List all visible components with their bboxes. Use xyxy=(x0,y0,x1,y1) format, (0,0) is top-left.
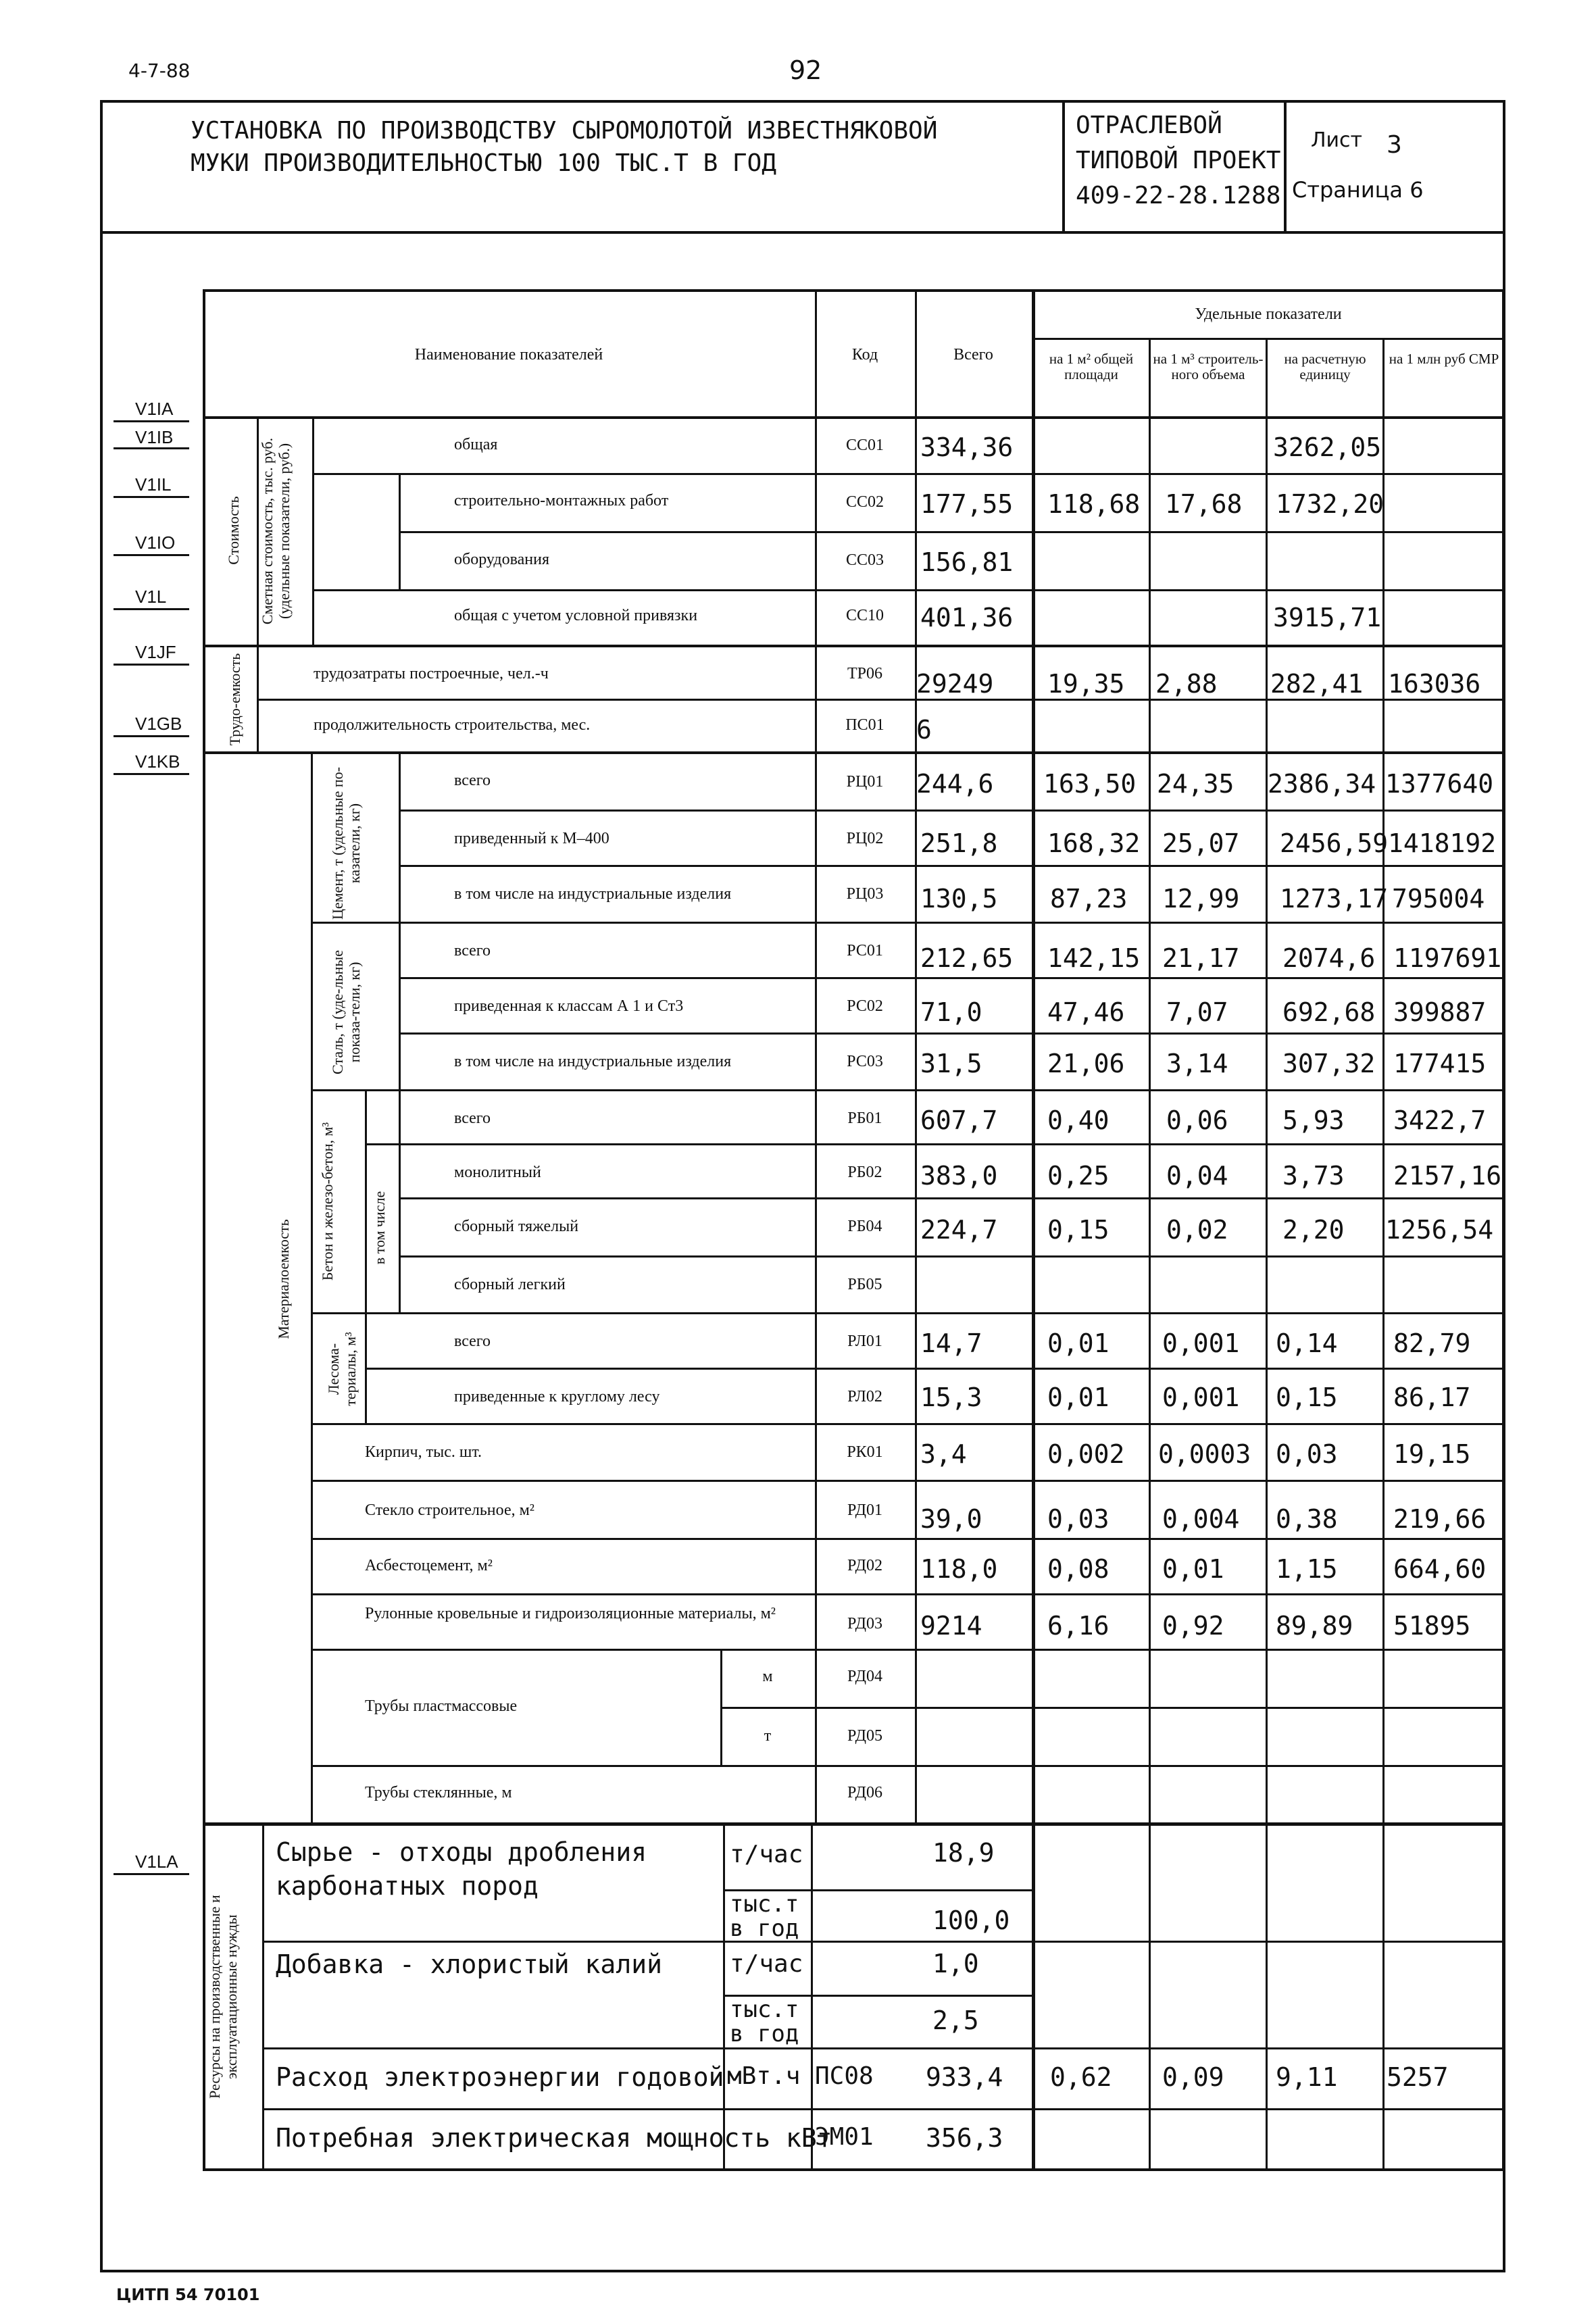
cell-m2: 168,32 xyxy=(1047,828,1141,858)
cell-m3: 17,68 xyxy=(1165,489,1243,519)
cell-m2: 6,16 xyxy=(1047,1611,1109,1641)
cell-unit: 0,14 xyxy=(1276,1328,1338,1358)
marker: V1LA xyxy=(135,1851,178,1872)
cell-total: 118,0 xyxy=(920,1554,998,1584)
capacity-total: 356,3 xyxy=(926,2123,1003,2153)
cell-m3: 21,17 xyxy=(1162,943,1240,973)
row-label: в том числе на индустриальные изделия xyxy=(454,885,732,903)
cell-mln: 86,17 xyxy=(1393,1383,1471,1412)
cell-m2: 0,15 xyxy=(1047,1215,1109,1245)
cell-total: 224,7 xyxy=(920,1215,998,1245)
group-timber-label: Лесома-териалы, м³ xyxy=(325,1332,359,1406)
cell-total: 39,0 xyxy=(920,1504,982,1534)
row-label: Стекло строительное, м² xyxy=(365,1501,534,1519)
resource-raw-label: Сырье - отходы дробления карбонатных пород xyxy=(276,1837,647,1901)
cell-total: 6 xyxy=(916,715,932,745)
unit-t-per-hour: т/час xyxy=(730,1950,803,1978)
unit-t-per-hour: т/час xyxy=(730,1841,803,1868)
row-code: СС03 xyxy=(845,551,884,569)
col-header-m3: на 1 м³ строитель-ного объема xyxy=(1153,351,1264,382)
cell-mln: 51895 xyxy=(1393,1611,1471,1641)
cell-unit: 2,20 xyxy=(1282,1215,1345,1245)
row-label: Асбестоцемент, м² xyxy=(365,1557,493,1574)
cell-total: 383,0 xyxy=(920,1161,998,1191)
page-label: Страница 6 xyxy=(1292,177,1424,203)
row-code: РД05 xyxy=(847,1727,882,1745)
row-code: ПС01 xyxy=(845,716,884,734)
cell-unit: 1732,20 xyxy=(1276,489,1385,519)
cell-mln: 795004 xyxy=(1392,884,1485,914)
cell-m2: 19,35 xyxy=(1047,669,1125,699)
row-code: РК01 xyxy=(847,1443,883,1461)
group-incl-label: в том числе xyxy=(371,1191,388,1265)
cell-unit: 89,89 xyxy=(1276,1611,1353,1641)
cell-m2: 142,15 xyxy=(1047,943,1141,973)
cell-mln: 399887 xyxy=(1393,997,1487,1027)
cell-total: 3,4 xyxy=(920,1439,967,1469)
row-code: РС02 xyxy=(847,997,883,1015)
row-code: РБ01 xyxy=(847,1110,882,1127)
group-labor-label: Трудо-емкость xyxy=(226,653,243,746)
sheet-label: Лист xyxy=(1311,128,1363,152)
marker: V1IB xyxy=(135,427,174,447)
cell-mln: 3422,7 xyxy=(1393,1105,1487,1135)
group-resources-label: Ресурсы на производственные и эксплуатационные нужды xyxy=(206,1895,240,2099)
cell-mln: 1377640 xyxy=(1385,769,1494,799)
row-label: трудозатраты построечные, чел.-ч xyxy=(314,665,549,682)
row-label: продолжительность строительства, мес. xyxy=(314,716,591,734)
row-code: РБ02 xyxy=(847,1164,882,1181)
cell-unit: 1273,17 xyxy=(1280,884,1389,914)
col-header-m2: на 1 м² общей площади xyxy=(1049,351,1134,382)
row-code: РД02 xyxy=(847,1557,882,1574)
power-label: Расход электроэнергии годовой xyxy=(276,2062,724,2092)
power-m2: 0,62 xyxy=(1050,2062,1112,2092)
cell-unit: 0,15 xyxy=(1276,1383,1338,1412)
row-label: в том числе на индустриальные изделия xyxy=(454,1053,732,1070)
row-code: РД03 xyxy=(847,1615,882,1633)
group-materials-label: Материалоемкость xyxy=(275,1219,292,1339)
cell-mln: 1418192 xyxy=(1388,828,1497,858)
row-label: приведенный к М–400 xyxy=(454,830,609,847)
cell-m3: 0,0003 xyxy=(1158,1439,1251,1469)
row-label: всего xyxy=(454,1110,491,1127)
group-steel-label: Сталь, т (уде-льные показа-тели, кг) xyxy=(329,950,363,1074)
row-code: РЦ01 xyxy=(846,773,884,791)
row-code: РБ04 xyxy=(847,1218,882,1235)
cell-unit: 3915,71 xyxy=(1273,603,1382,632)
cell-mln: 1256,54 xyxy=(1385,1215,1494,1245)
row-code: ТР06 xyxy=(847,665,882,682)
row-code: РЦ03 xyxy=(846,885,884,903)
cell-unit: 0,38 xyxy=(1276,1504,1338,1534)
cell-unit: 692,68 xyxy=(1282,997,1376,1027)
unit-t: т xyxy=(764,1727,772,1745)
cell-m3: 0,06 xyxy=(1166,1105,1228,1135)
col-header-specific: Удельные показатели xyxy=(1195,305,1342,323)
cell-total: 401,36 xyxy=(920,603,1014,632)
row-label: монолитный xyxy=(454,1164,541,1181)
marker: V1L xyxy=(135,587,167,607)
cell-m3: 24,35 xyxy=(1157,769,1235,799)
cell-m2: 0,01 xyxy=(1047,1383,1109,1412)
cell-mln: 1197691 xyxy=(1393,943,1502,973)
cell-unit: 2386,34 xyxy=(1268,769,1376,799)
marker: V1GB xyxy=(135,714,182,734)
power-m3: 0,09 xyxy=(1162,2062,1224,2092)
power-total: 933,4 xyxy=(926,2062,1003,2092)
row-label: всего xyxy=(454,942,491,960)
cell-unit: 3,73 xyxy=(1282,1161,1345,1191)
cell-m3: 3,14 xyxy=(1166,1049,1228,1078)
row-label: сборный легкий xyxy=(454,1276,566,1293)
row-code: РЦ02 xyxy=(846,830,884,847)
row-label: Трубы пластмассовые xyxy=(365,1697,518,1715)
cell-m2: 0,01 xyxy=(1047,1328,1109,1358)
row-code: РД04 xyxy=(847,1668,882,1685)
cell-total: 15,3 xyxy=(920,1383,982,1412)
col-header-mln: на 1 млн руб СМР xyxy=(1389,351,1499,367)
cell-mln: 177415 xyxy=(1393,1049,1487,1078)
cell-m2: 118,68 xyxy=(1047,489,1141,519)
power-unit-value: 9,11 xyxy=(1276,2062,1338,2092)
cell-mln: 163036 xyxy=(1388,669,1481,699)
document-title: УСТАНОВКА ПО ПРОИЗВОДСТВУ СЫРОМОЛОТОЙ ИЗВЕСТНЯКОВОЙ МУКИ ПРОИЗВОДИТЕЛЬНОСТЬЮ 100 ТЫС.Т В ГОД xyxy=(191,117,938,177)
row-code: РЛ01 xyxy=(847,1333,882,1350)
row-label: общая xyxy=(454,436,498,453)
capacity-code: ЭМ01 xyxy=(815,2123,874,2151)
cell-m3: 12,99 xyxy=(1162,884,1240,914)
cell-m2: 0,25 xyxy=(1047,1161,1109,1191)
cell-unit: 1,15 xyxy=(1276,1554,1338,1584)
resource-raw-th: 18,9 xyxy=(932,1838,995,1868)
sheet-value: 3 xyxy=(1387,131,1402,159)
row-label: оборудования xyxy=(454,551,549,568)
power-mln: 5257 xyxy=(1387,2062,1449,2092)
cell-m2: 0,002 xyxy=(1047,1439,1125,1469)
cell-unit: 3262,05 xyxy=(1273,432,1382,462)
cell-mln: 664,60 xyxy=(1393,1554,1487,1584)
cell-m2: 163,50 xyxy=(1043,769,1137,799)
cell-m2: 47,46 xyxy=(1047,997,1125,1027)
cell-total: 156,81 xyxy=(920,547,1014,577)
unit-m: м xyxy=(762,1668,773,1685)
project-block: ОТРАСЛЕВОЙ ТИПОВОЙ ПРОЕКТ 409-22-28.1288 xyxy=(1076,111,1281,209)
cell-total: 251,8 xyxy=(920,828,998,858)
cell-unit: 0,03 xyxy=(1276,1439,1338,1469)
unit-kt-per-year: тыс.т в год xyxy=(730,1891,799,1942)
cell-total: 334,36 xyxy=(920,432,1014,462)
unit-kt-per-year: тыс.т в год xyxy=(730,1996,799,2047)
cell-m3: 0,04 xyxy=(1166,1161,1228,1191)
cell-m3: 2,88 xyxy=(1155,669,1218,699)
row-code: РС01 xyxy=(847,942,883,960)
cell-m3: 0,92 xyxy=(1162,1611,1224,1641)
row-code: РС03 xyxy=(847,1053,883,1070)
footer-code: ЦИТП 54 70101 xyxy=(116,2285,260,2304)
marker: V1KB xyxy=(135,751,180,772)
cell-m3: 0,02 xyxy=(1166,1215,1228,1245)
cell-unit: 307,32 xyxy=(1282,1049,1376,1078)
row-code: РД06 xyxy=(847,1784,882,1801)
row-code: РЛ02 xyxy=(847,1388,882,1405)
cell-m2: 0,08 xyxy=(1047,1554,1109,1584)
cell-mln: 19,15 xyxy=(1393,1439,1471,1469)
cell-m3: 0,004 xyxy=(1162,1504,1240,1534)
resource-additive-label: Добавка - хлористый калий xyxy=(276,1949,662,1979)
group-concrete-label: Бетон и железо-бетон, м³ xyxy=(319,1122,336,1281)
col-header-unit: на расчетную единицу xyxy=(1284,351,1366,382)
group-cement-label: Цемент, т (удельные по-казатели, кг) xyxy=(329,767,363,920)
cell-unit: 5,93 xyxy=(1282,1105,1345,1135)
cell-m2: 0,40 xyxy=(1047,1105,1109,1135)
group-estimate-label: Сметная стоимость, тыс. руб. (удельные показатели, руб.) xyxy=(259,437,293,625)
cell-mln: 2157,16 xyxy=(1393,1161,1502,1191)
cell-m3: 0,01 xyxy=(1162,1554,1224,1584)
row-code: СС01 xyxy=(845,437,884,454)
cell-mln: 82,79 xyxy=(1393,1328,1471,1358)
group-cost-label: Стоимость xyxy=(225,496,242,565)
row-label: Рулонные кровельные и гидроизоляционные материалы, м² xyxy=(365,1605,776,1622)
cell-total: 14,7 xyxy=(920,1328,982,1358)
row-code: РБ05 xyxy=(847,1276,882,1293)
row-label: Трубы стеклянные, м xyxy=(365,1784,512,1801)
row-code: РД01 xyxy=(847,1501,882,1519)
doc-id: 4-7-88 xyxy=(128,59,191,82)
cell-unit: 2074,6 xyxy=(1282,943,1376,973)
col-header-total: Всего xyxy=(953,346,993,364)
cell-total: 9214 xyxy=(920,1611,982,1641)
marker: V1IO xyxy=(135,532,176,553)
cell-mln: 219,66 xyxy=(1393,1504,1487,1534)
cell-m3: 0,001 xyxy=(1162,1328,1240,1358)
marker: V1IA xyxy=(135,399,174,419)
cell-m3: 0,001 xyxy=(1162,1383,1240,1412)
cell-total: 71,0 xyxy=(920,997,982,1027)
cell-total: 29249 xyxy=(916,669,994,699)
row-code: СС02 xyxy=(845,493,884,511)
power-code: ПС08 xyxy=(815,2062,874,2090)
row-label: сборный тяжелый xyxy=(454,1218,579,1235)
cell-m3: 7,07 xyxy=(1166,997,1228,1027)
cell-m3: 25,07 xyxy=(1162,828,1240,858)
row-label: всего xyxy=(454,772,491,789)
cell-m2: 0,03 xyxy=(1047,1504,1109,1534)
col-header-name: Наименование показателей xyxy=(414,346,603,364)
cell-total: 244,6 xyxy=(916,769,994,799)
cell-m2: 21,06 xyxy=(1047,1049,1125,1078)
row-label: строительно-монтажных работ xyxy=(454,492,669,509)
marker: V1JF xyxy=(135,642,176,662)
header-divider xyxy=(100,231,1505,234)
power-unit: мВт.ч xyxy=(727,2062,801,2090)
cell-total: 130,5 xyxy=(920,884,998,914)
resource-add-ty: 2,5 xyxy=(932,2006,979,2035)
marker: V1IL xyxy=(135,474,172,495)
row-label: приведенная к классам А 1 и Ст3 xyxy=(454,997,684,1015)
cell-unit: 2456,59 xyxy=(1280,828,1389,858)
resource-raw-ty: 100,0 xyxy=(932,1906,1010,1935)
row-label: приведенные к круглому лесу xyxy=(454,1388,660,1405)
row-code: СС10 xyxy=(845,607,884,624)
row-label: Кирпич, тыс. шт. xyxy=(365,1443,482,1461)
capacity-label: Потребная электрическая мощность кВт xyxy=(276,2123,832,2153)
cell-total: 31,5 xyxy=(920,1049,982,1078)
cell-total: 607,7 xyxy=(920,1105,998,1135)
row-label: общая с учетом условной привязки xyxy=(454,607,698,624)
cell-unit: 282,41 xyxy=(1270,669,1364,699)
col-header-code: Код xyxy=(851,346,878,364)
cell-m2: 87,23 xyxy=(1050,884,1128,914)
resource-add-th: 1,0 xyxy=(932,1949,979,1978)
cell-total: 177,55 xyxy=(920,489,1014,519)
cell-total: 212,65 xyxy=(920,943,1014,973)
row-label: всего xyxy=(454,1333,491,1350)
page-number: 92 xyxy=(789,55,822,85)
